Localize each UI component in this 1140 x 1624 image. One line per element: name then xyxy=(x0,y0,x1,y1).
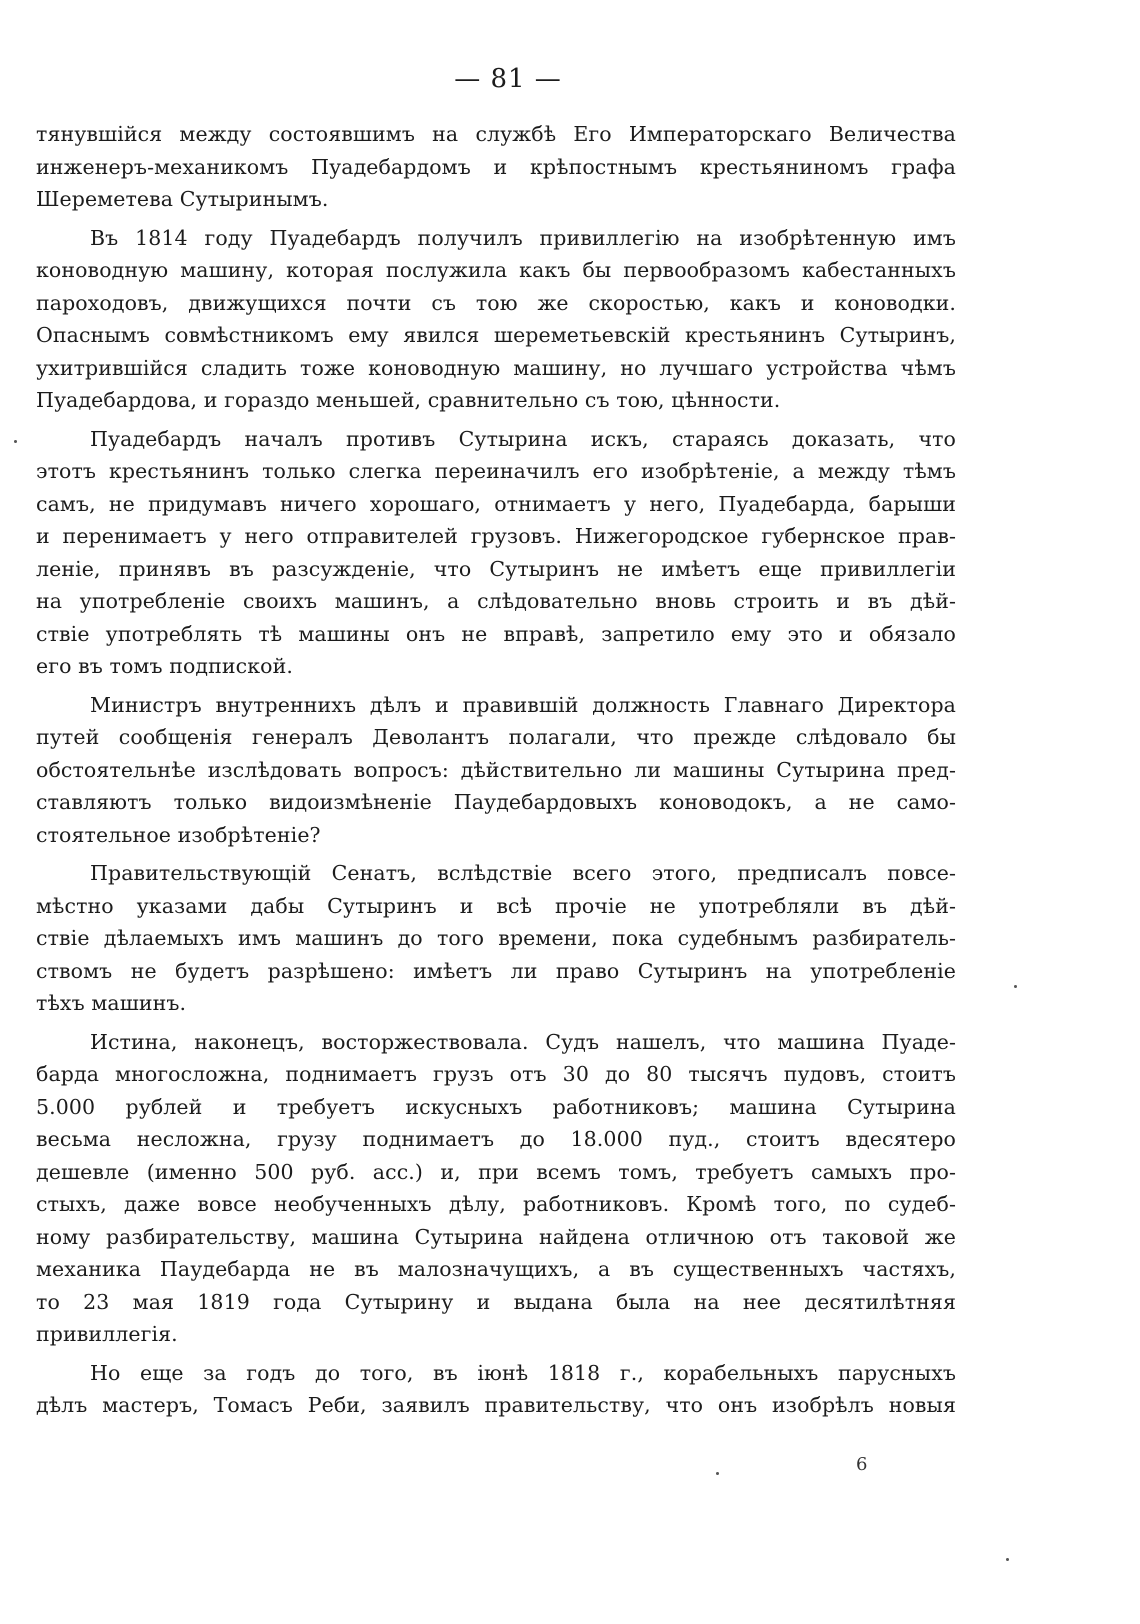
text-line: ухитрившійся сладить тоже коноводную машину, но лучшаго устройства чѣмъ xyxy=(36,355,956,380)
text-line: ствіе употреблять тѣ машины онъ не вправѣ, запретило ему это и обязало xyxy=(36,621,956,646)
text-line: ствіе дѣлаемыхъ имъ машинъ до того времени, пока судебнымъ разбиратель- xyxy=(36,926,956,950)
text-line: коноводную машину, которая послужила какъ бы первообразомъ кабестанныхъ xyxy=(36,258,956,282)
scan-speck xyxy=(1006,1558,1009,1561)
body-text xyxy=(36,118,956,1422)
text-line: весьма несложна, грузу поднимаетъ до 18.000 пуд., стоитъ вдесятеро xyxy=(36,1127,956,1151)
text-line: тянувшійся между состоявшимъ на службѣ Его Императорскаго Величества xyxy=(36,122,956,146)
scan-speck xyxy=(1014,985,1017,988)
text-line: этотъ крестьянинъ только слегка переиначилъ его изобрѣтеніе, а между тѣмъ xyxy=(36,459,956,483)
text-line: Министръ внутреннихъ дѣлъ и правившій должность Главнаго Директора xyxy=(90,692,956,717)
text-line: леніе, принявъ въ разсужденіе, что Сутыринъ не имѣетъ еще привиллегіи xyxy=(36,556,956,581)
paragraph xyxy=(36,857,956,1020)
paragraph xyxy=(36,1026,956,1351)
text-line: его въ томъ подпиской. xyxy=(36,654,293,678)
paragraph xyxy=(36,423,956,683)
text-line: Пуадебардъ началъ противъ Сутырина искъ, стараясь доказать, что xyxy=(90,426,956,451)
text-line: обстоятельнѣе изслѣдовать вопросъ: дѣйствительно ли машины Сутырина пред- xyxy=(36,757,956,782)
text-line: Но еще за годъ до того, въ іюнѣ 1818 г., корабельныхъ парусныхъ xyxy=(90,1360,956,1385)
text-line: барда многосложна, поднимаетъ грузъ отъ 30 до 80 тысячъ пудовъ, стоитъ xyxy=(36,1062,956,1086)
text-line: привиллегія. xyxy=(36,1322,178,1346)
text-line: ному разбирательству, машина Сутырина найдена отличною отъ таковой же xyxy=(36,1224,956,1249)
text-line: и перенимаетъ у него отправителей грузовъ. Нижегородское губернское прав- xyxy=(36,524,956,548)
text-line: Въ 1814 году Пуадебардъ получилъ привиллегію на изобрѣтенную имъ xyxy=(90,225,956,250)
text-line: стыхъ, даже вовсе необученныхъ дѣлу, работниковъ. Кромѣ того, по судеб- xyxy=(36,1192,956,1216)
page-number: — 81 — xyxy=(454,64,562,94)
text-line: Шереметева Сутыринымъ. xyxy=(36,187,329,211)
paragraph xyxy=(36,222,956,417)
text-line: механика Паудебарда не въ малозначущихъ, а въ существенныхъ частяхъ, xyxy=(36,1257,956,1281)
paragraph xyxy=(36,118,956,216)
text-line: дешевле (именно 500 руб. асс.) и, при всемъ томъ, требуетъ самыхъ про- xyxy=(36,1159,956,1184)
text-line: то 23 мая 1819 года Сутырину и выдана была на нее десятилѣтняя xyxy=(36,1289,956,1314)
text-line: Пуадебардова, и гораздо меньшей, сравнительно съ тою, цѣнности. xyxy=(36,388,781,412)
text-line: пароходовъ, движущихся почти съ тою же скоростью, какъ и коноводки. xyxy=(36,290,956,315)
scan-speck xyxy=(716,1472,719,1475)
text-line: ствомъ не будетъ разрѣшено: имѣетъ ли право Сутыринъ на употребленіе xyxy=(36,958,956,983)
text-line: на употребленіе своихъ машинъ, а слѣдовательно вновь строить и въ дѣй- xyxy=(36,589,956,613)
text-line: самъ, не придумавъ ничего хорошаго, отнимаетъ у него, Пуадебарда, барыши xyxy=(36,491,956,516)
text-line: Истина, наконецъ, восторжествовала. Судъ нашелъ, что машина Пуаде- xyxy=(90,1029,956,1054)
text-line: стоятельное изобрѣтеніе? xyxy=(36,822,321,847)
text-line: путей сообщенія генералъ Деволантъ полагали, что прежде слѣдовало бы xyxy=(36,725,956,749)
paragraph xyxy=(36,1357,956,1422)
signature-mark: 6 xyxy=(856,1454,868,1475)
text-line: инженеръ-механикомъ Пуадебардомъ и крѣпостнымъ крестьяниномъ графа xyxy=(36,154,956,179)
text-line: дѣлъ мастеръ, Томасъ Реби, заявилъ правительству, что онъ изобрѣлъ новыя xyxy=(36,1393,956,1417)
text-line: 5.000 рублей и требуетъ искусныхъ работниковъ; машина Сутырина xyxy=(36,1094,956,1119)
text-line: тѣхъ машинъ. xyxy=(36,991,187,1015)
text-line: Опаснымъ совмѣстникомъ ему явился шереметьевскій крестьянинъ Сутыринъ, xyxy=(36,323,956,347)
text-line: Правительствующій Сенатъ, вслѣдствіе всего этого, предписалъ повсе- xyxy=(90,861,956,885)
text-line: ставляютъ только видоизмѣненіе Паудебардовыхъ коноводокъ, а не само- xyxy=(36,790,956,814)
text-line: мѣстно указами дабы Сутыринъ и всѣ прочіе не употребляли въ дѣй- xyxy=(36,893,956,918)
paragraph xyxy=(36,689,956,852)
scan-speck xyxy=(14,440,17,443)
